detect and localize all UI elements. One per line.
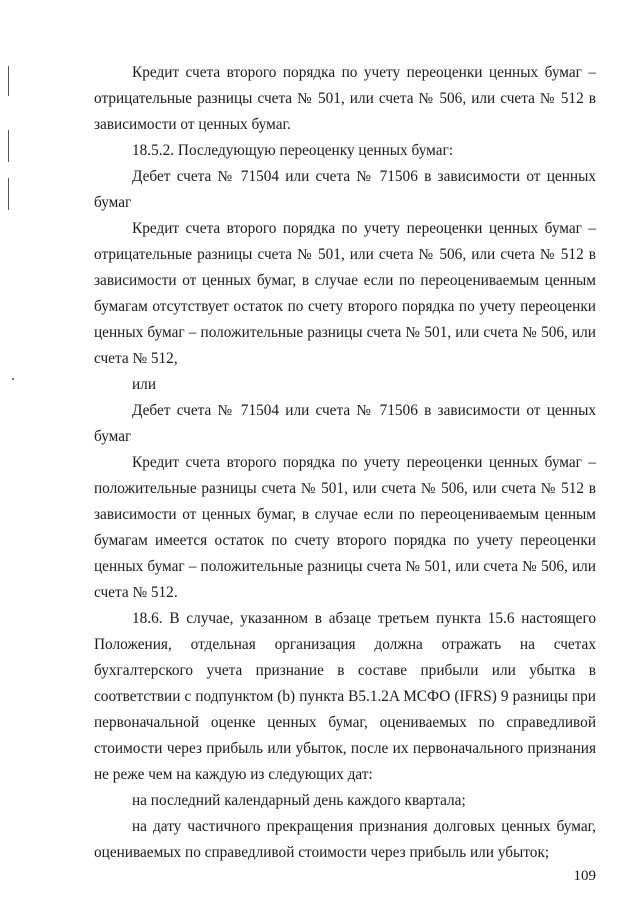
paragraph-2: 18.5.2. Последующую переоценку ценных бумаг: [132, 142, 454, 159]
paragraph-1: Кредит счета второго порядка по учету переоценки ценных бумаг – отрицательные разницы счета № 501, или счета № 506, или счета № 512 в зависимости от ценных бумаг. [94, 64, 596, 133]
paragraph-4: Кредит счета второго порядка по учету переоценки ценных бумаг – отрицательные разницы счета № 501, или счета № 506, или счета № 512 в зависимости от ценных бумаг, в случае если по переоцениваемым ценным бумагам отсутствует остаток по счету второго порядка по учету переоценки ценных бумаг – положительные разницы счета № 501, или счета № 506, или счета № 512, [94, 220, 596, 367]
paragraph-6: Дебет счета № 71504 или счета № 71506 в зависимости от ценных бумаг [94, 402, 596, 445]
scan-edge-mark-3 [8, 178, 9, 210]
paragraph-8: 18.6. В случае, указанном в абзаце третьем пункта 15.6 настоящего Положения, отдельная организация должна отражать на счетах бухгалтерского учета признание в составе прибыли или убытка в соответствии с подпунктом (b) пункта B5.1.2A МСФО (IFRS) 9 разницы при первоначальной оценке ценных бумаг, оцениваемых по справедливой стоимости через прибыль или убыток, после их первоначального признания не реже чем на каждую из следующих дат: [94, 610, 596, 783]
paragraph-9: на последний календарный день каждого квартала; [132, 792, 466, 809]
document-page [94, 60, 596, 866]
paragraph-7: Кредит счета второго порядка по учету переоценки ценных бумаг – положительные разницы счета № 501, или счета № 506, или счета № 512 в зависимости от ценных бумаг, в случае если по переоцениваемым ценным бумагам имеется остаток по счету второго порядка по учету переоценки ценных бумаг – положительные разницы счета № 501, или счета № 506, или счета № 512. [94, 454, 596, 601]
page-number: 109 [573, 868, 596, 884]
paragraph-10: на дату частичного прекращения признания долговых ценных бумаг, оцениваемых по справедливой стоимости через прибыль или убыток; [94, 818, 596, 861]
scan-edge-mark-1 [8, 66, 9, 96]
scan-dot [12, 378, 14, 380]
paragraph-5: или [132, 376, 157, 393]
scan-edge-mark-2 [8, 130, 9, 162]
paragraph-3: Дебет счета № 71504 или счета № 71506 в зависимости от ценных бумаг [94, 168, 596, 211]
